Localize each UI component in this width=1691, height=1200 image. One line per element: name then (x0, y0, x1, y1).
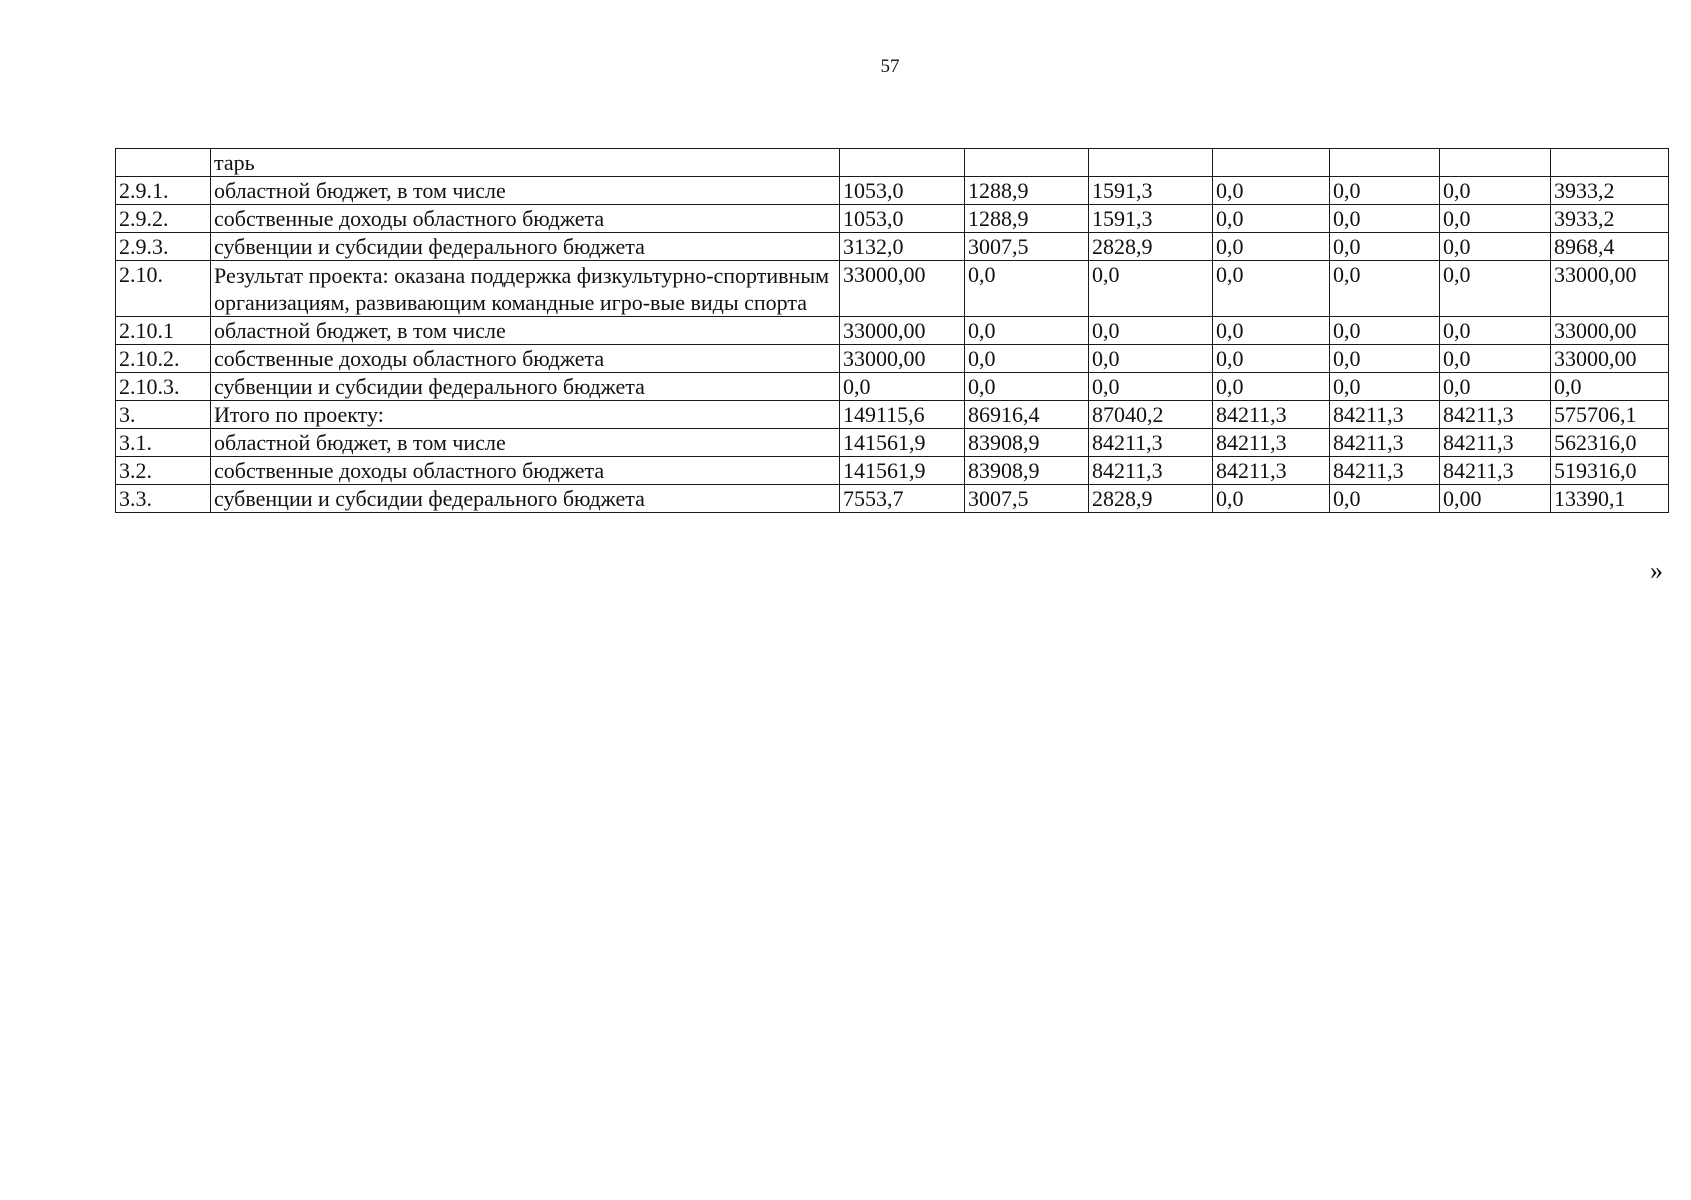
row-value-cell: 1053,0 (840, 177, 965, 205)
closing-quote-mark: » (1650, 556, 1663, 585)
table-row (116, 149, 1669, 177)
row-value-cell: 0,0 (1330, 345, 1440, 373)
row-value-cell: 0,0 (1440, 233, 1551, 261)
row-description-cell: собственные доходы областного бюджета (211, 205, 840, 233)
row-value-cell: 33000,00 (1551, 345, 1669, 373)
row-description-cell: областной бюджет, в том числе (211, 177, 840, 205)
row-value-cell: 33000,00 (840, 261, 965, 317)
row-value-cell: 33000,00 (1551, 261, 1669, 317)
row-value-cell: 149115,6 (840, 401, 965, 429)
row-code-cell: 3. (116, 401, 211, 429)
row-value-cell (1089, 149, 1213, 177)
row-value-cell: 141561,9 (840, 457, 965, 485)
row-value-cell: 1053,0 (840, 205, 965, 233)
row-value-cell: 0,0 (1440, 205, 1551, 233)
table-row (116, 429, 1669, 457)
row-value-cell: 0,0 (965, 345, 1089, 373)
row-description-cell: тарь (211, 149, 840, 177)
row-value-cell: 0,0 (1213, 205, 1330, 233)
table-row (116, 485, 1669, 513)
row-value-cell (1330, 149, 1440, 177)
row-description-cell: субвенции и субсидии федерального бюджета (211, 373, 840, 401)
row-value-cell: 0,0 (965, 373, 1089, 401)
row-value-cell (1551, 149, 1669, 177)
row-value-cell: 33000,00 (840, 317, 965, 345)
row-value-cell: 0,0 (1440, 373, 1551, 401)
table-row (116, 373, 1669, 401)
row-value-cell: 1288,9 (965, 205, 1089, 233)
row-value-cell: 0,0 (1330, 177, 1440, 205)
row-value-cell: 0,0 (1213, 233, 1330, 261)
row-value-cell: 3933,2 (1551, 177, 1669, 205)
row-value-cell: 0,0 (1213, 177, 1330, 205)
row-code-cell: 3.1. (116, 429, 211, 457)
row-value-cell: 3933,2 (1551, 205, 1669, 233)
table-row (116, 457, 1669, 485)
table-row (116, 401, 1669, 429)
row-value-cell: 86916,4 (965, 401, 1089, 429)
row-code-cell: 2.10. (116, 261, 211, 317)
row-code-cell: 2.9.2. (116, 205, 211, 233)
row-code-cell: 3.3. (116, 485, 211, 513)
row-value-cell: 519316,0 (1551, 457, 1669, 485)
row-value-cell: 3007,5 (965, 485, 1089, 513)
row-code-cell: 2.10.1 (116, 317, 211, 345)
row-value-cell: 3132,0 (840, 233, 965, 261)
row-value-cell: 84211,3 (1213, 457, 1330, 485)
row-value-cell: 0,0 (1213, 373, 1330, 401)
row-value-cell: 0,0 (1551, 373, 1669, 401)
row-description-cell: Результат проекта: оказана поддержка физкультурно-спортивным организациям, развивающим командные игро-вые виды спорта (211, 261, 840, 317)
row-value-cell: 0,0 (1330, 233, 1440, 261)
row-description-cell: областной бюджет, в том числе (211, 317, 840, 345)
row-description-cell: собственные доходы областного бюджета (211, 345, 840, 373)
table-body (116, 149, 1669, 513)
row-code-cell: 3.2. (116, 457, 211, 485)
table-row (116, 177, 1669, 205)
table-row (116, 205, 1669, 233)
row-value-cell (965, 149, 1089, 177)
row-value-cell: 84211,3 (1330, 401, 1440, 429)
row-description-cell: собственные доходы областного бюджета (211, 457, 840, 485)
row-code-cell: 2.9.1. (116, 177, 211, 205)
row-value-cell: 0,0 (1440, 177, 1551, 205)
table-row (116, 233, 1669, 261)
row-value-cell: 13390,1 (1551, 485, 1669, 513)
row-value-cell: 562316,0 (1551, 429, 1669, 457)
row-value-cell: 0,0 (1330, 373, 1440, 401)
row-value-cell: 83908,9 (965, 429, 1089, 457)
row-value-cell: 0,0 (1089, 317, 1213, 345)
row-value-cell: 0,00 (1440, 485, 1551, 513)
row-value-cell: 0,0 (965, 261, 1089, 317)
row-value-cell: 0,0 (1089, 345, 1213, 373)
row-value-cell: 84211,3 (1213, 401, 1330, 429)
row-value-cell: 0,0 (965, 317, 1089, 345)
row-description-cell: субвенции и субсидии федерального бюджета (211, 485, 840, 513)
row-value-cell: 84211,3 (1089, 457, 1213, 485)
row-value-cell: 7553,7 (840, 485, 965, 513)
row-value-cell: 84211,3 (1330, 429, 1440, 457)
row-description-cell: субвенции и субсидии федерального бюджета (211, 233, 840, 261)
row-value-cell (1440, 149, 1551, 177)
row-value-cell: 1591,3 (1089, 177, 1213, 205)
row-value-cell: 1288,9 (965, 177, 1089, 205)
row-value-cell: 84211,3 (1440, 429, 1551, 457)
row-code-cell: 2.10.2. (116, 345, 211, 373)
row-value-cell: 84211,3 (1330, 457, 1440, 485)
row-value-cell: 0,0 (840, 373, 965, 401)
row-value-cell: 0,0 (1330, 485, 1440, 513)
row-value-cell: 84211,3 (1089, 429, 1213, 457)
row-value-cell: 1591,3 (1089, 205, 1213, 233)
row-value-cell: 0,0 (1213, 261, 1330, 317)
row-value-cell: 575706,1 (1551, 401, 1669, 429)
row-value-cell: 33000,00 (1551, 317, 1669, 345)
row-value-cell: 0,0 (1089, 373, 1213, 401)
row-value-cell: 0,0 (1213, 485, 1330, 513)
row-value-cell: 0,0 (1213, 345, 1330, 373)
row-value-cell: 84211,3 (1440, 457, 1551, 485)
budget-table (115, 148, 1669, 513)
row-value-cell: 84211,3 (1213, 429, 1330, 457)
row-value-cell: 0,0 (1440, 345, 1551, 373)
row-value-cell: 0,0 (1089, 261, 1213, 317)
row-value-cell: 8968,4 (1551, 233, 1669, 261)
row-value-cell: 83908,9 (965, 457, 1089, 485)
row-value-cell: 33000,00 (840, 345, 965, 373)
row-value-cell: 2828,9 (1089, 485, 1213, 513)
row-description-cell: областной бюджет, в том числе (211, 429, 840, 457)
row-value-cell (1213, 149, 1330, 177)
row-value-cell: 0,0 (1440, 317, 1551, 345)
row-value-cell (840, 149, 965, 177)
row-code-cell: 2.9.3. (116, 233, 211, 261)
row-value-cell: 141561,9 (840, 429, 965, 457)
row-value-cell: 0,0 (1213, 317, 1330, 345)
page-number: 57 (880, 56, 900, 77)
row-code-cell (116, 149, 211, 177)
row-code-cell: 2.10.3. (116, 373, 211, 401)
row-value-cell: 0,0 (1440, 261, 1551, 317)
row-value-cell: 2828,9 (1089, 233, 1213, 261)
row-value-cell: 84211,3 (1440, 401, 1551, 429)
row-value-cell: 87040,2 (1089, 401, 1213, 429)
row-value-cell: 0,0 (1330, 205, 1440, 233)
row-description-cell: Итого по проекту: (211, 401, 840, 429)
row-value-cell: 0,0 (1330, 317, 1440, 345)
table-row (116, 317, 1669, 345)
table-row (116, 345, 1669, 373)
table-row (116, 261, 1669, 317)
row-value-cell: 3007,5 (965, 233, 1089, 261)
row-value-cell: 0,0 (1330, 261, 1440, 317)
